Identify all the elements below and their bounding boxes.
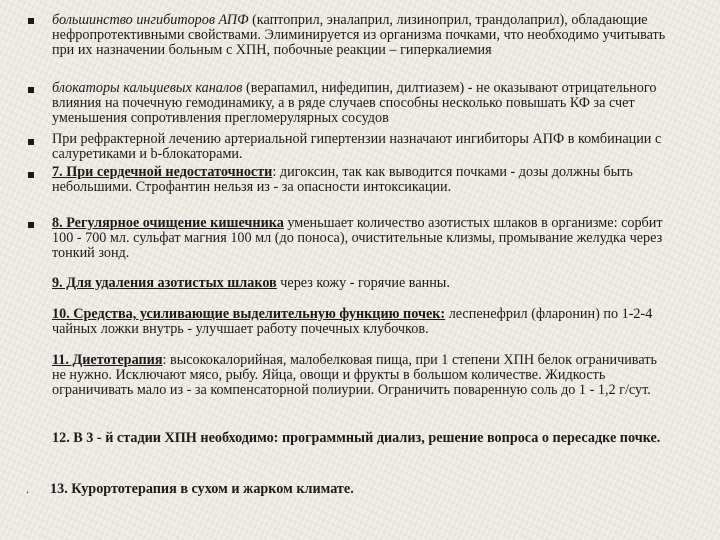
item-text: (верапамил, нифедипин, дилтиазем) - не оказывают отрицательного влияния на почечную гемодинамику, а в ряде случаев способны несколько повышать КФ за счет уменьшения сопротивления прегломерулярных сосудов — [52, 80, 657, 127]
item-lead: 13. Курортотерапия в сухом и жарком климате. — [50, 481, 354, 497]
list-item — [52, 165, 672, 195]
bullet-icon — [28, 139, 34, 145]
list-item — [52, 276, 672, 291]
item-text: уменьшает количество азотистых шлаков в организме: сорбит 100 - 700 мл. сульфат магния 100 мл (до поноса), очистительные клизмы, промывание желудка через тонкий зонд. — [52, 215, 663, 262]
item-text: : высококалорийная, малобелковая пища, при 1 степени ХПН белок ограничивать не нужно. Исключают мясо, рыбу. Яйца, овощи и фрукты в большом количестве. Жидкость ограничивать мало из - за компенсаторной полиурии. Ограничить поваренную соль до 1 - 1,2 г/сут. — [52, 352, 657, 399]
item-marker: . — [26, 482, 29, 496]
item-lead: 8. Регулярное очищение кишечника — [52, 215, 284, 231]
item-lead: 7. При сердечной недостаточности — [52, 164, 273, 180]
bullet-icon — [28, 18, 34, 24]
bullet-icon — [28, 222, 34, 228]
item-lead: 12. В 3 - й стадии ХПН необходимо: программный диализ, решение вопроса о пересадке почке. — [52, 430, 661, 446]
item-text: через кожу - горячие ванны. — [276, 275, 450, 291]
item-lead: блокаторы кальциевых каналов — [52, 80, 243, 96]
bullet-icon — [28, 87, 34, 93]
item-lead: 11. Диетотерапия — [52, 352, 163, 368]
item-text: (каптоприл, эналаприл, лизиноприл, трандолаприл), обладающие нефропротективными свойствами. Элиминируется из организма почками, что необходимо учитывать при их назначении больным с ХПН, побочные реакции – гиперкалиемия — [52, 12, 666, 59]
item-lead: большинство ингибиторов АПФ — [52, 12, 249, 28]
item-text: леспенефрил (фларонин) по 1-2-4 чайных ложки внутрь - улучшает работу почечных клубочков. — [52, 306, 653, 338]
list-item — [52, 81, 672, 127]
list-item — [52, 216, 672, 262]
bullet-icon — [28, 172, 34, 178]
list-item — [52, 307, 672, 337]
item-lead: 9. Для удаления азотистых шлаков — [52, 275, 277, 291]
item-lead: 10. Средства, усиливающие выделительную функцию почек: — [52, 306, 446, 322]
list-item — [50, 482, 670, 497]
list-item — [52, 431, 672, 446]
item-text: При рефрактерной лечению артериальной гипертензии назначают ингибиторы АПФ в комбинации с салуретиками и b-блокаторами. — [52, 131, 662, 163]
list-item — [52, 353, 672, 399]
list-item — [52, 132, 672, 162]
list-item — [52, 13, 672, 59]
item-text: : дигоксин, так как выводится почками - дозы должны быть небольшими. Строфантин нельзя из - за опасности интоксикации. — [52, 164, 633, 196]
